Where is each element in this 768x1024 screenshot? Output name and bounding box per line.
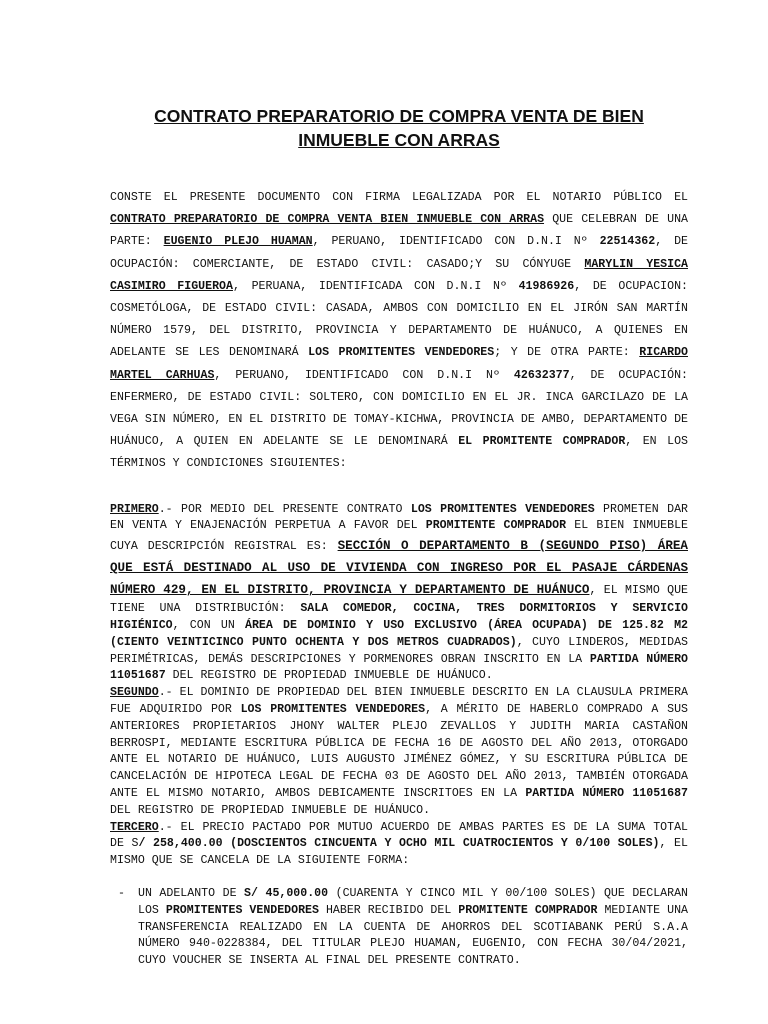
clause-text: , CON UN [172, 619, 245, 633]
intro-text: , DE OCUPACIÓN: COMERCIANTE, DE ESTADO CIVIL: CASADO;Y SU CÓNYUGE [110, 235, 688, 271]
clause-bold: LOS PROMITENTES VENDEDORES [410, 502, 595, 516]
clause-text: EL BIEN INMUEBLE CUYA DESCRIPCIÓN REGISTRAL ES: [110, 519, 688, 554]
clause-text: DEL REGISTRO DE PROPIEDAD INMUEBLE DE HUÁNUCO. [110, 803, 431, 817]
list-bold: PROMITENTES VENDEDORES [165, 903, 319, 917]
clause-text: .- EL PRECIO PACTADO POR MUTUO ACUERDO DE AMBAS PARTES ES DE LA SUMA TOTAL DE S [110, 820, 688, 851]
advance-amount: S/ 45,000.00 [244, 886, 329, 900]
intro-text: , PERUANO, IDENTIFICADO CON D.N.I Nº [214, 368, 514, 382]
buyer-dni: 42632377 [513, 368, 570, 382]
sellers-term: LOS PROMITENTES VENDEDORES [308, 346, 495, 360]
document-title: CONTRATO PREPARATORIO DE COMPRA VENTA DE BIEN INMUEBLE CON ARRAS [154, 106, 644, 150]
clause-bold: LOS PROMITENTES VENDEDORES [240, 703, 426, 717]
seller-dni-2: 41986926 [518, 279, 575, 293]
clause-bold: ÁREA DE DOMINIO Y USO EXCLUSIVO (ÁREA OCUPADA) DE 125.82 M2 (CIENTO VEINTICINCO PUNTO OCHENTA Y DOS METROS CUADRADOS) [110, 619, 688, 649]
intro-text: ; Y DE OTRA PARTE: [494, 346, 640, 360]
clause-segundo [110, 685, 688, 819]
list-text: UN ADELANTO DE [138, 886, 245, 900]
property-description: SECCIÓN O DEPARTAMENTO B (SEGUNDO PISO) ÁREA QUE ESTÁ DESTINADO AL USO DE VIVIENDA CON INGRESO POR EL PASAJE CÁRDENAS NÚMERO 429, EN EL DISTRITO, PROVINCIA Y DEPARTAMENTO DE HUÁNUCO [110, 539, 688, 598]
list-bold: PROMITENTE COMPRADOR [458, 903, 598, 917]
intro-text: , DE OCUPACION: COSMETÓLOGA, DE ESTADO CIVIL: CASADA, AMBOS CON DOMICILIO EN EL JIRÓN SAN MARTÍN NÚMERO 1579, DEL DISTRITO, PROVINCIA Y DEPARTAMENTO DE HUÁNUCO, A QUIENES EN ADELANTE SE LES DENOMINARÁ [110, 279, 688, 360]
list-dash: - [118, 886, 125, 900]
clause-label-primero: PRIMERO [110, 502, 159, 516]
list-text: (CUARENTA Y CINCO MIL Y 00/100 SOLES) QUE DECLARAN LOS [138, 886, 688, 917]
seller-dni-1: 22514362 [599, 235, 656, 249]
intro-text: , DE OCUPACIÓN: ENFERMERO, DE ESTADO CIVIL: SOLTERO, CON DOMICILIO EN EL JR. INCA GARCILAZO DE LA VEGA SIN NÚMERO, EN EL DISTRITO DE TOMAY-KICHWA, PROVINCIA DE AMBO, DEPARTAMENTO DE HUÁNUCO, A QUIEN EN ADELANTE SE LE DENOMINARÁ [110, 368, 688, 449]
total-price: / 258,400.00 (DOSCIENTOS CINCUENTA Y OCHO MIL CUATROCIENTOS Y 0/100 SOLES) [138, 837, 660, 851]
intro-text: CONSTE EL PRESENTE DOCUMENTO CON FIRMA LEGALIZADA POR EL NOTARIO PÚBLICO EL [110, 191, 688, 204]
clause-label-tercero: TERCERO [110, 820, 159, 834]
contract-name: CONTRATO PREPARATORIO DE COMPRA VENTA BIEN INMUEBLE CON ARRAS [110, 213, 545, 227]
clause-text: , CUYO LINDEROS, MEDIDAS PERIMÉTRICAS, DEMÁS DESCRIPCIONES Y PORMENORES OBRAN INSCRITO EN LA [110, 635, 688, 666]
list-text: HABER RECIBIDO DEL [318, 903, 459, 917]
clause-text: , EL MISMO QUE SE CANCELA DE LA SIGUIENTE FORMA: [110, 837, 688, 868]
clause-tercero [110, 820, 688, 870]
clause-bold: PARTIDA NÚMERO 11051687 [110, 652, 688, 683]
clause-text: , A MÉRITO DE HABERLO COMPRADO A SUS ANTERIORES PROPIETARIOS JHONY WALTER PLEJO ZEVALLOS Y JUDITH MARIA CASTAÑON BERROSPI, MEDIANTE ESCRITURA PÚBLICA DE FECHA 16 DE AGOSTO DEL AÑO 2013, OTORGADO ANTE EL NOTARIO DE HUÁNUCO, LUIS AUGUSTO JIMÉNEZ GÓMEZ, Y SU ESCRITURA PÚBLICA DE CANCELACIÓN DE HIPOTECA LEGAL DE FECHA 03 DE AGOSTO DEL AÑO 2013, TAMBIÉN OTORGADA ANTE EL MISMO NOTARIO, AMBOS DEBICAMENTE INSCRITOES EN LA [110, 703, 689, 800]
clause-bold: PROMITENTE COMPRADOR [425, 519, 567, 533]
seller-name-2: MARYLIN YESICA CASIMIRO FIGUEROA [110, 257, 689, 293]
clause-primero [110, 502, 688, 686]
buyer-term: EL PROMITENTE COMPRADOR [458, 435, 626, 449]
clause-bold: SALA COMEDOR, COCINA, TRES DORMITORIOS Y SERVICIO HIGIÉNICO [110, 602, 688, 633]
clause-label-segundo: SEGUNDO [110, 686, 159, 700]
buyer-name: RICARDO MARTEL CARHUAS [110, 346, 688, 382]
clause-text: , EL MISMO QUE TIENE UNA DISTRIBUCIÓN: [110, 584, 689, 616]
intro-paragraph [110, 187, 688, 476]
list-text: MEDIANTE UNA TRANSFERENCIA REALIZADO EN LA CUENTA DE AHORROS DEL SCOTIABANK PERÚ S.A.A NÚMERO 940-0228384, DEL TITULAR PLEJO HUAMAN, EUGENIO, CON FECHA 30/04/2021, CUYO VOUCHER SE INSERTA AL FINAL DEL PRESENTE CONTRATO. [138, 903, 688, 968]
clause-text: .- POR MEDIO DEL PRESENTE CONTRATO [158, 502, 411, 516]
intro-text: , PERUANA, IDENTIFICADA CON D.N.I Nº [232, 279, 519, 293]
clause-bold: PARTIDA NÚMERO 11051687 [525, 787, 688, 800]
seller-name-1: EUGENIO PLEJO HUAMAN [163, 235, 313, 249]
list-item [110, 886, 688, 970]
intro-text: QUE CELEBRAN DE UNA PARTE: [110, 213, 688, 249]
clause-text: DEL REGISTRO DE PROPIEDAD INMUEBLE DE HUÁNUCO. [165, 669, 493, 683]
intro-text: , EN LOS TÉRMINOS Y CONDICIONES SIGUIENTES: [110, 435, 688, 471]
intro-text: , PERUANO, IDENTIFICADO CON D.N.I Nº [312, 235, 600, 249]
payment-list [110, 886, 688, 970]
clause-text: PROMETEN DAR EN VENTA Y ENAJENACIÓN PERPETUA A FAVOR DEL [110, 502, 688, 533]
clause-text: .- EL DOMINIO DE PROPIEDAD DEL BIEN INMUEBLE DESCRITO EN LA CLAUSULA PRIMERA FUE ADQUIRIDO POR [110, 686, 688, 717]
